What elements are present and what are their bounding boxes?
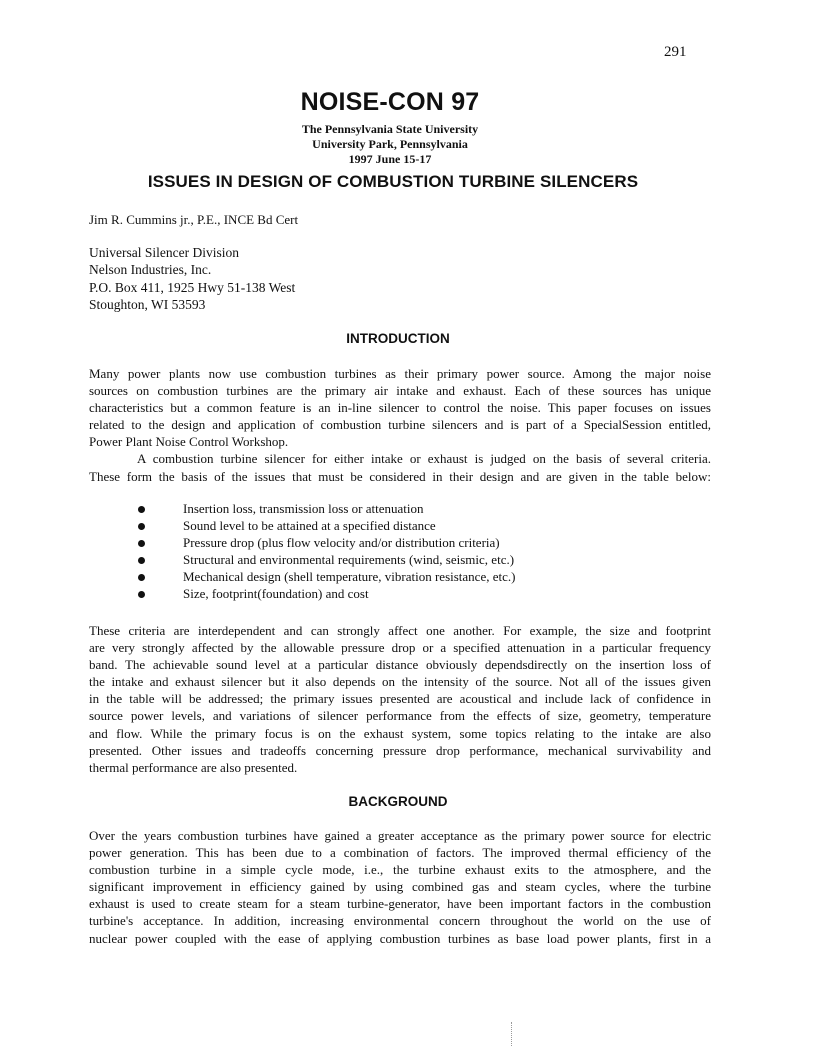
affiliation-line: Nelson Industries, Inc. [89, 262, 212, 277]
introduction-paragraph-2 [89, 622, 711, 776]
text-line: source power levels, and variations of silencer performance from the effects of size, geometry, temperature [89, 708, 711, 724]
text-line: exhaust is used to create steam for a steam turbine-generator, have been important factors in the combustion [89, 896, 711, 912]
text-line: turbine's acceptance. In addition, increasing environmental concern throughout the world on the use of [89, 913, 711, 929]
page-number: 291 [664, 44, 687, 60]
bullet-icon [138, 540, 145, 547]
author: Jim R. Cummins jr., P.E., INCE Bd Cert [89, 212, 299, 227]
text-line: and flow. While the primary focus is on the exhaust system, some topics relating to the intake are also [89, 725, 711, 741]
list-item [0, 569, 814, 586]
affiliation-line: P.O. Box 411, 1925 Hwy 51-138 West [89, 280, 296, 295]
list-item-text: Insertion loss, transmission loss or attenuation [183, 501, 424, 516]
text-line: These criteria are interdependent and can strongly affect one another. For example, the size and footprint [89, 623, 711, 638]
list-item [0, 552, 814, 569]
conference-date: 1997 June 15-17 [348, 152, 432, 166]
list-item [0, 535, 814, 552]
conference-university: The Pennsylvania State University [301, 122, 479, 136]
bullet-icon [138, 506, 145, 513]
list-item-text: Structural and environmental requirements (wind, seismic, etc.) [183, 552, 515, 568]
text-line: nuclear power coupled with the ease of applying combustion turbines as base load power plants, first in a [89, 930, 711, 946]
bullet-icon [138, 574, 145, 581]
list-item [0, 586, 814, 603]
text-line: characteristics but a common feature is an in-line silencer to control the noise. This paper focuses on issues [89, 400, 711, 416]
text-line: significant improvement in efficiency gained by using combined gas and steam cycles, where the turbine [89, 879, 711, 895]
introduction-heading: INTRODUCTION [346, 331, 450, 346]
affiliation-line: Stoughton, WI 53593 [89, 297, 206, 312]
bullet-icon [138, 523, 145, 530]
conference-title: NOISE-CON 97 [300, 88, 480, 116]
text-line: power generation. This has been due to a combination of factors. The improved thermal efficiency of the [89, 845, 711, 861]
text-line: Over the years combustion turbines have gained a greater acceptance as the primary power source for electric [89, 828, 711, 843]
list-item-text: Sound level to be attained at a specified distance [183, 518, 436, 534]
text-line: presented. Other issues and tradeoffs concerning pressure drop performance, mechanical survivability and [89, 742, 711, 758]
list-item-text: Mechanical design (shell temperature, vibration resistance, etc.) [183, 569, 516, 585]
text-line: the intake and exhaust silencer but it also depends on the intensity of the source. Not all of the issues given [89, 674, 711, 690]
list-item-text: Pressure drop (plus flow velocity and/or distribution criteria) [183, 535, 500, 551]
text-line: Many power plants now use combustion turbines as their primary power source. Among the major noise [89, 366, 711, 381]
conference-location: University Park, Pennsylvania [312, 137, 468, 151]
background-paragraph [89, 827, 711, 947]
bullet-icon [138, 557, 145, 564]
introduction-paragraph-1 [89, 365, 711, 485]
text-line: are very strongly affected by the allowable pressure drop or a specified attenuation in a particular frequency [89, 640, 711, 656]
text-line: These form the basis of the issues that must be considered in their design and are given in the table below: [89, 468, 711, 484]
text-line: band. The achievable sound level at a particular distance obviously dependsdirectly on the insertion loss of [89, 657, 711, 673]
text-line: combustion turbine in a simple cycle mode, i.e., the turbine exhaust exits to the atmosphere, and the [89, 862, 711, 878]
text-line: sources on combustion turbines are the primary air intake and exhaust. Each of these sources has unique [89, 383, 711, 399]
text-line: A combustion turbine silencer for either intake or exhaust is judged on the basis of several criteria. [137, 451, 711, 467]
bullet-icon [138, 591, 145, 598]
text-line: related to the design and application of combustion turbine silencers and is part of a SpecialSession entitled, [89, 417, 711, 433]
paper-title: ISSUES IN DESIGN OF COMBUSTION TURBINE SILENCERS [147, 172, 639, 191]
list-item [0, 518, 814, 535]
list-item [0, 501, 814, 518]
list-item-text: Size, footprint(foundation) and cost [183, 586, 369, 602]
criteria-list [0, 501, 814, 604]
text-line: in the table will be addressed; the primary issues presented are acoustical and include lack of confidence in [89, 691, 711, 707]
background-heading: BACKGROUND [348, 794, 448, 809]
text-line: Power Plant Noise Control Workshop. [89, 434, 289, 450]
text-line: thermal performance are also presented. [89, 759, 298, 775]
affiliation-line: Universal Silencer Division [89, 245, 239, 260]
scan-artifact [511, 1022, 513, 1046]
